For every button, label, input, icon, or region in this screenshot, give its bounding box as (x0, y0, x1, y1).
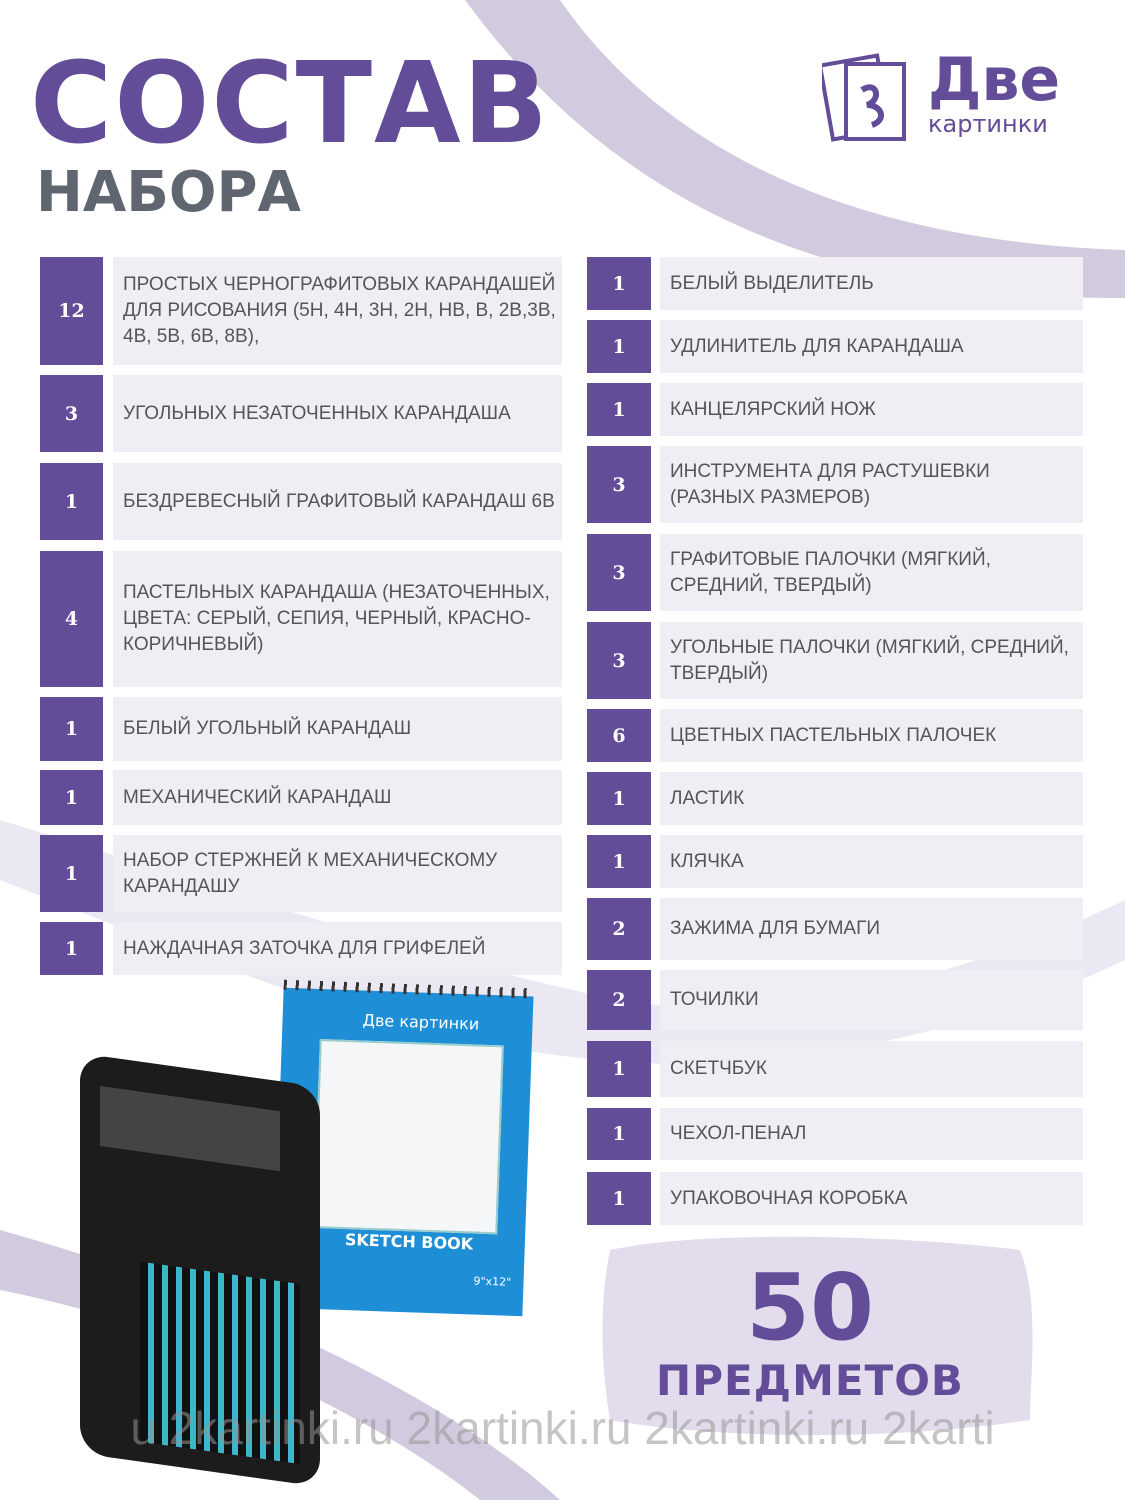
list-item (587, 622, 1083, 699)
item-count: 1 (587, 257, 651, 310)
list-item (587, 709, 1083, 762)
item-text: ГРАФИТОВЫЕ ПАЛОЧКИ (МЯГКИЙ, СРЕДНИЙ, ТВЕРДЫЙ) (660, 534, 1083, 611)
list-item (40, 835, 562, 912)
item-text: БЕЛЫЙ ВЫДЕЛИТЕЛЬ (660, 257, 1083, 310)
item-count: 1 (40, 922, 103, 975)
list-item (587, 1108, 1083, 1160)
item-count: 1 (587, 835, 651, 888)
item-count: 1 (40, 835, 103, 912)
list-item (587, 446, 1083, 523)
item-count: 1 (587, 1172, 651, 1225)
item-text: ИНСТРУМЕНТА ДЛЯ РАСТУШЕВКИ (РАЗНЫХ РАЗМЕРОВ) (660, 446, 1083, 523)
item-text: УГОЛЬНЫЕ ПАЛОЧКИ (МЯГКИЙ, СРЕДНИЙ, ТВЕРДЫЙ) (660, 622, 1083, 699)
item-text: ПАСТЕЛЬНЫХ КАРАНДАША (НЕЗАТОЧЕННЫХ, ЦВЕТА: СЕРЫЙ, СЕПИЯ, ЧЕРНЫЙ, КРАСНО-КОРИЧНЕВЫЙ) (113, 551, 562, 687)
item-count: 2 (587, 970, 651, 1030)
item-count: 3 (587, 534, 651, 611)
item-count: 4 (40, 551, 103, 687)
list-item (40, 922, 562, 975)
list-item (40, 770, 562, 825)
item-text: БЕЛЫЙ УГОЛЬНЫЙ КАРАНДАШ (113, 697, 562, 761)
list-item (587, 383, 1083, 436)
list-item (587, 257, 1083, 310)
item-text: КАНЦЕЛЯРСКИЙ НОЖ (660, 383, 1083, 436)
page-subtitle: НАБОРА (36, 160, 301, 225)
list-item (587, 898, 1083, 960)
item-count: 1 (587, 772, 651, 825)
item-count: 1 (587, 1041, 651, 1097)
item-count: 1 (587, 383, 651, 436)
logo-text-big: Две (928, 45, 1061, 115)
item-count: 2 (587, 898, 651, 960)
list-item (40, 375, 562, 452)
list-item (40, 551, 562, 687)
list-item (40, 463, 562, 540)
item-text: ЛАСТИК (660, 772, 1083, 825)
item-count: 1 (40, 770, 103, 825)
item-text: ЗАЖИМА ДЛЯ БУМАГИ (660, 898, 1083, 960)
item-count: 1 (40, 463, 103, 540)
item-text: ТОЧИЛКИ (660, 970, 1083, 1030)
item-text: УГОЛЬНЫХ НЕЗАТОЧЕННЫХ КАРАНДАША (113, 375, 562, 452)
list-item (587, 970, 1083, 1030)
item-text: ЦВЕТНЫХ ПАСТЕЛЬНЫХ ПАЛОЧЕК (660, 709, 1083, 762)
item-text: КЛЯЧКА (660, 835, 1083, 888)
item-count: 12 (40, 257, 103, 365)
item-count: 1 (587, 320, 651, 373)
item-count: 6 (587, 709, 651, 762)
list-item (40, 697, 562, 761)
list-item (587, 1172, 1083, 1225)
sketchbook-title: SKETCH BOOK (344, 1230, 474, 1254)
item-text: УПАКОВОЧНАЯ КОРОБКА (660, 1172, 1083, 1225)
list-item (587, 772, 1083, 825)
item-text: ПРОСТЫХ ЧЕРНОГРАФИТОВЫХ КАРАНДАШЕЙ ДЛЯ РИСОВАНИЯ (5H, 4H, 3H, 2H, HB, B, 2B,3B, 4B, 5B, 6B, 8B), (113, 257, 562, 365)
list-item (40, 257, 562, 365)
item-count: 1 (587, 1108, 651, 1160)
sketchbook-brand: Две картинки (362, 1010, 480, 1034)
item-count: 1 (40, 697, 103, 761)
item-text: БЕЗДРЕВЕСНЫЙ ГРАФИТОВЫЙ КАРАНДАШ 6B (113, 463, 562, 540)
item-text: ЧЕХОЛ-ПЕНАЛ (660, 1108, 1083, 1160)
item-count: 3 (587, 622, 651, 699)
item-text: УДЛИНИТЕЛЬ ДЛЯ КАРАНДАША (660, 320, 1083, 373)
sketchbook-size: 9"x12" (473, 1274, 512, 1289)
total-label: ПРЕДМЕТОВ (656, 1356, 964, 1405)
logo-text-small: картинки (928, 110, 1048, 138)
list-item (587, 320, 1083, 373)
logo-cards-icon (822, 50, 912, 145)
item-text: МЕХАНИЧЕСКИЙ КАРАНДАШ (113, 770, 562, 825)
list-item (587, 835, 1083, 888)
list-item (587, 1041, 1083, 1097)
item-text: СКЕТЧБУК (660, 1041, 1083, 1097)
item-text: НАБОР СТЕРЖНЕЙ К МЕХАНИЧЕСКОМУ КАРАНДАШУ (113, 835, 562, 912)
list-item (587, 534, 1083, 611)
watermark: u 2kartinki.ru 2kartinki.ru 2kartinki.ru 2karti (130, 1402, 995, 1454)
brand-logo (822, 45, 1072, 145)
total-count: 50 (745, 1254, 875, 1361)
page-title: СОСТАВ (30, 39, 551, 169)
item-text: НАЖДАЧНАЯ ЗАТОЧКА ДЛЯ ГРИФЕЛЕЙ (113, 922, 562, 975)
item-count: 3 (587, 446, 651, 523)
item-count: 3 (40, 375, 103, 452)
